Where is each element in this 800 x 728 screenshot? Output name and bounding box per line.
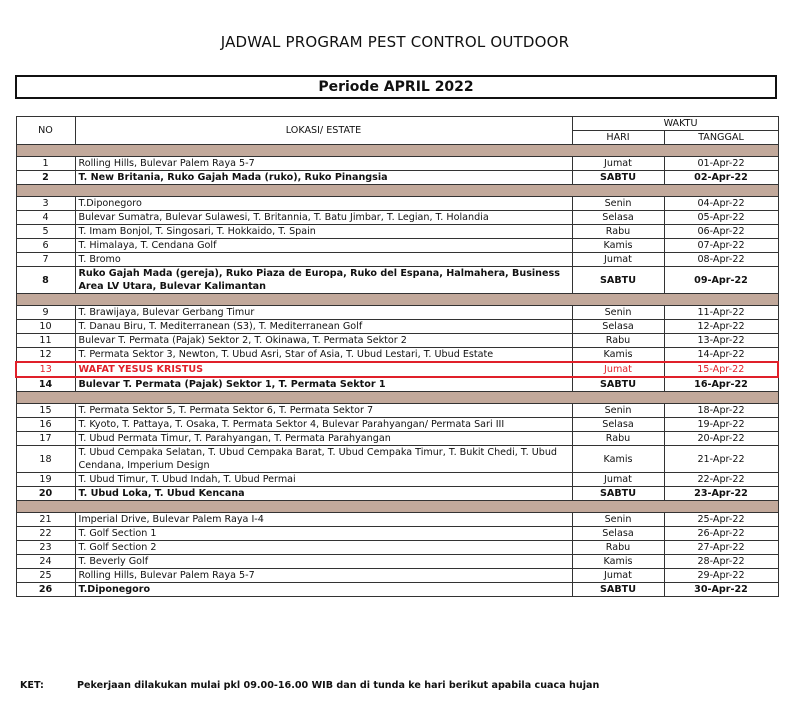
document-title: JADWAL PROGRAM PEST CONTROL OUTDOOR — [220, 33, 570, 51]
row-day: Rabu — [572, 334, 664, 348]
row-date: 23-Apr-22 — [664, 487, 778, 501]
table-row — [16, 569, 778, 583]
table-row — [16, 527, 778, 541]
row-location: T. Beverly Golf — [75, 555, 572, 569]
row-date: 05-Apr-22 — [664, 211, 778, 225]
table-row — [16, 225, 778, 239]
row-location: T. Bromo — [75, 253, 572, 267]
row-number: 14 — [16, 377, 75, 392]
row-date: 01-Apr-22 — [664, 157, 778, 171]
table-row — [16, 320, 778, 334]
header-lokasi: LOKASI/ ESTATE — [75, 117, 572, 145]
row-number: 5 — [16, 225, 75, 239]
week-separator-cell — [16, 392, 778, 404]
row-location: T. Permata Sektor 5, T. Permata Sektor 6, T. Permata Sektor 7 — [75, 404, 572, 418]
row-number: 19 — [16, 473, 75, 487]
row-location: Ruko Gajah Mada (gereja), Ruko Piaza de Europa, Ruko del Espana, Halmahera, Business Area LV Utara, Bulevar Kalimantan — [75, 267, 572, 294]
row-date: 20-Apr-22 — [664, 432, 778, 446]
row-day: Kamis — [572, 555, 664, 569]
row-date: 11-Apr-22 — [664, 306, 778, 320]
schedule-table — [15, 116, 779, 597]
table-row — [16, 377, 778, 392]
row-date: 25-Apr-22 — [664, 513, 778, 527]
row-day: Rabu — [572, 541, 664, 555]
row-day: SABTU — [572, 267, 664, 294]
row-day: SABTU — [572, 583, 664, 597]
row-location: T. Golf Section 2 — [75, 541, 572, 555]
table-row — [16, 211, 778, 225]
table-row — [16, 487, 778, 501]
row-day: Selasa — [572, 211, 664, 225]
row-day: Senin — [572, 513, 664, 527]
row-location: Bulevar T. Permata (Pajak) Sektor 1, T. Permata Sektor 1 — [75, 377, 572, 392]
table-row — [16, 239, 778, 253]
table-row — [16, 446, 778, 473]
row-location: T. Permata Sektor 3, Newton, T. Ubud Asri, Star of Asia, T. Ubud Lestari, T. Ubud Estate — [75, 348, 572, 363]
row-date: 14-Apr-22 — [664, 348, 778, 363]
table-row — [16, 418, 778, 432]
row-number: 20 — [16, 487, 75, 501]
row-day: SABTU — [572, 171, 664, 185]
row-number: 6 — [16, 239, 75, 253]
row-date: 16-Apr-22 — [664, 377, 778, 392]
row-day: Jumat — [572, 253, 664, 267]
week-separator — [16, 294, 778, 306]
row-location: Rolling Hills, Bulevar Palem Raya 5-7 — [75, 569, 572, 583]
table-row — [16, 334, 778, 348]
row-day: Kamis — [572, 348, 664, 363]
row-date: 29-Apr-22 — [664, 569, 778, 583]
row-day: Selasa — [572, 320, 664, 334]
header-hari: HARI — [572, 131, 664, 145]
period-banner: Periode APRIL 2022 — [15, 75, 777, 99]
row-date: 27-Apr-22 — [664, 541, 778, 555]
week-separator-cell — [16, 185, 778, 197]
row-location: T. New Britania, Ruko Gajah Mada (ruko), Ruko Pinangsia — [75, 171, 572, 185]
week-separator — [16, 145, 778, 157]
row-day: Rabu — [572, 225, 664, 239]
row-day: Rabu — [572, 432, 664, 446]
table-row — [16, 583, 778, 597]
row-number: 10 — [16, 320, 75, 334]
row-location: Rolling Hills, Bulevar Palem Raya 5-7 — [75, 157, 572, 171]
row-day: Senin — [572, 306, 664, 320]
row-number: 15 — [16, 404, 75, 418]
footnote: Pekerjaan dilakukan mulai pkl 09.00-16.00 WIB dan di tunda ke hari berikut apabila cuaca hujan — [77, 680, 600, 691]
row-date: 28-Apr-22 — [664, 555, 778, 569]
row-location: T. Kyoto, T. Pattaya, T. Osaka, T. Permata Sektor 4, Bulevar Parahyangan/ Permata Sari III — [75, 418, 572, 432]
table-row — [16, 253, 778, 267]
table-row — [16, 348, 778, 363]
row-date: 18-Apr-22 — [664, 404, 778, 418]
week-separator — [16, 392, 778, 404]
table-row — [16, 404, 778, 418]
row-day: Senin — [572, 404, 664, 418]
row-date: 13-Apr-22 — [664, 334, 778, 348]
table-row — [16, 473, 778, 487]
row-number: 4 — [16, 211, 75, 225]
row-number: 13 — [16, 362, 75, 377]
table-row — [16, 432, 778, 446]
row-day: Jumat — [572, 157, 664, 171]
row-location: Bulevar Sumatra, Bulevar Sulawesi, T. Britannia, T. Batu Jimbar, T. Legian, T. Holandia — [75, 211, 572, 225]
row-date: 26-Apr-22 — [664, 527, 778, 541]
row-number: 2 — [16, 171, 75, 185]
row-date: 02-Apr-22 — [664, 171, 778, 185]
row-location: T. Ubud Permata Timur, T. Parahyangan, T. Permata Parahyangan — [75, 432, 572, 446]
table-row — [16, 555, 778, 569]
row-location: T. Ubud Loka, T. Ubud Kencana — [75, 487, 572, 501]
row-location: T.Diponegoro — [75, 197, 572, 211]
row-number: 11 — [16, 334, 75, 348]
header-tanggal: TANGGAL — [664, 131, 778, 145]
row-location: Bulevar T. Permata (Pajak) Sektor 2, T. Okinawa, T. Permata Sektor 2 — [75, 334, 572, 348]
schedule-body — [16, 145, 778, 597]
row-location: T. Himalaya, T. Cendana Golf — [75, 239, 572, 253]
row-date: 19-Apr-22 — [664, 418, 778, 432]
row-day: Jumat — [572, 569, 664, 583]
row-number: 24 — [16, 555, 75, 569]
row-date: 21-Apr-22 — [664, 446, 778, 473]
row-number: 18 — [16, 446, 75, 473]
row-location: T. Ubud Cempaka Selatan, T. Ubud Cempaka Barat, T. Ubud Cempaka Timur, T. Bukit Chedi, T. Ubud Cendana, Imperium Design — [75, 446, 572, 473]
table-row — [16, 171, 778, 185]
row-day: Jumat — [572, 362, 664, 377]
header-no: NO — [16, 117, 75, 145]
row-location: Imperial Drive, Bulevar Palem Raya I-4 — [75, 513, 572, 527]
row-date: 04-Apr-22 — [664, 197, 778, 211]
week-separator — [16, 501, 778, 513]
week-separator-cell — [16, 294, 778, 306]
row-number: 17 — [16, 432, 75, 446]
row-date: 09-Apr-22 — [664, 267, 778, 294]
row-location: T. Danau Biru, T. Mediterranean (S3), T. Mediterranean Golf — [75, 320, 572, 334]
week-separator — [16, 185, 778, 197]
row-date: 12-Apr-22 — [664, 320, 778, 334]
row-number: 16 — [16, 418, 75, 432]
row-number: 25 — [16, 569, 75, 583]
week-separator-cell — [16, 501, 778, 513]
row-number: 3 — [16, 197, 75, 211]
row-number: 23 — [16, 541, 75, 555]
row-day: Selasa — [572, 418, 664, 432]
row-number: 9 — [16, 306, 75, 320]
row-date: 07-Apr-22 — [664, 239, 778, 253]
row-location: T. Ubud Timur, T. Ubud Indah, T. Ubud Permai — [75, 473, 572, 487]
table-row — [16, 513, 778, 527]
header-waktu: WAKTU — [572, 117, 778, 131]
row-date: 15-Apr-22 — [664, 362, 778, 377]
row-location: T. Brawijaya, Bulevar Gerbang Timur — [75, 306, 572, 320]
row-date: 08-Apr-22 — [664, 253, 778, 267]
row-location: T. Golf Section 1 — [75, 527, 572, 541]
row-location: WAFAT YESUS KRISTUS — [75, 362, 572, 377]
row-day: Kamis — [572, 239, 664, 253]
row-number: 12 — [16, 348, 75, 363]
row-day: Jumat — [572, 473, 664, 487]
ket-label: KET: — [20, 680, 44, 691]
row-day: Selasa — [572, 527, 664, 541]
row-number: 7 — [16, 253, 75, 267]
row-number: 21 — [16, 513, 75, 527]
row-day: Senin — [572, 197, 664, 211]
row-number: 26 — [16, 583, 75, 597]
row-day: SABTU — [572, 377, 664, 392]
row-date: 22-Apr-22 — [664, 473, 778, 487]
table-row — [16, 306, 778, 320]
row-day: SABTU — [572, 487, 664, 501]
week-separator-cell — [16, 145, 778, 157]
row-date: 06-Apr-22 — [664, 225, 778, 239]
row-location: T. Imam Bonjol, T. Singosari, T. Hokkaido, T. Spain — [75, 225, 572, 239]
table-row — [16, 267, 778, 294]
row-date: 30-Apr-22 — [664, 583, 778, 597]
table-row — [16, 541, 778, 555]
table-row — [16, 157, 778, 171]
table-row — [16, 362, 778, 377]
row-number: 8 — [16, 267, 75, 294]
table-row — [16, 197, 778, 211]
row-day: Kamis — [572, 446, 664, 473]
row-number: 22 — [16, 527, 75, 541]
row-location: T.Diponegoro — [75, 583, 572, 597]
row-number: 1 — [16, 157, 75, 171]
